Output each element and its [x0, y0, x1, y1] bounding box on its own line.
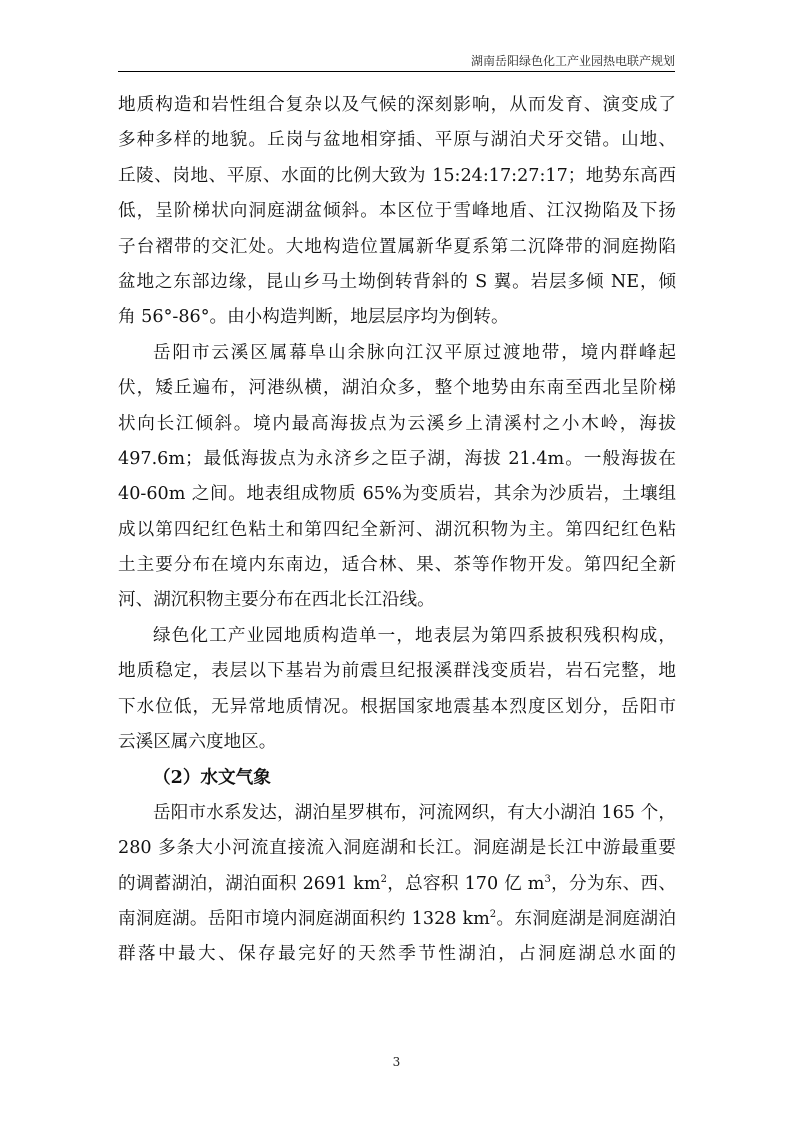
text-line: 土主要分布在境内东南边，适合林、果、茶等作物开发。第四纪全新: [118, 555, 676, 576]
text-line: 地质稳定，表层以下基岩为前震旦纪报溪群浅变质岩，岩石完整，地: [118, 661, 676, 682]
text-line: 云溪区属六度地区。: [118, 732, 277, 753]
text-line: 状向长江倾斜。境内最高海拔点为云溪乡上清溪村之小木岭，海拔: [118, 413, 676, 434]
text-line: 40-60m 之间。地表组成物质 65%为变质岩，其余为沙质岩，土壤组: [118, 484, 676, 505]
superscript: 2: [380, 873, 387, 885]
text-line: 群落中最大、保存最完好的天然季节性湖泊，占洞庭湖总水面的: [118, 944, 676, 965]
text-line: 盆地之东部边缘，昆山乡马土坳倒转背斜的 S 翼。岩层多倾 NE，倾: [118, 271, 676, 292]
text-line: 绿色化工产业园地质构造单一，地表层为第四系披积残积构成，: [153, 625, 676, 646]
text-line: 下水位低，无异常地质情况。根据国家地震基本烈度区划分，岳阳市: [118, 696, 676, 717]
text-run: 。东洞庭湖是洞庭湖泊: [496, 908, 676, 929]
page-number: 3: [392, 1055, 401, 1069]
paragraph-yunxi-terrain: [118, 336, 676, 619]
paragraph-geology-continued: [118, 88, 676, 336]
text-line: 伏，矮丘遍布，河港纵横，湖泊众多，整个地势由东南至西北呈阶梯: [118, 378, 676, 399]
text-run: 的调蓄湖泊，湖泊面积 2691 km: [118, 873, 381, 894]
text-line: 低，呈阶梯状向洞庭湖盆倾斜。本区位于雪峰地盾、江汉拗陷及下扬: [118, 201, 676, 222]
paragraph-hydrology: [118, 796, 676, 973]
text-line: 多种多样的地貌。丘岗与盆地相穿插、平原与湖泊犬牙交错。山地、: [118, 130, 676, 151]
text-run: ，分为东、西、: [550, 873, 676, 894]
section-heading-hydrology-climate: （2）水文气象: [153, 767, 271, 789]
text-line: 角 56°-86°。由小构造判断，地层层序均为倒转。: [118, 307, 509, 328]
text-line: 岳阳市水系发达，湖泊星罗棋布，河流网织，有大小湖泊 165 个，: [153, 802, 676, 823]
text-line: 成以第四纪红色粘土和第四纪全新河、湖沉积物为主。第四纪红色粘: [118, 519, 676, 540]
text-line: 280 多条大小河流直接流入洞庭湖和长江。洞庭湖是长江中游最重要: [118, 838, 676, 859]
text-line: [118, 902, 676, 937]
superscript: 2: [489, 908, 497, 920]
text-line: 丘陵、岗地、平原、水面的比例大致为 15:24:17:27:17；地势东高西: [118, 165, 676, 186]
text-line: 地质构造和岩性组合复杂以及气候的深刻影响，从而发育、演变成了: [118, 95, 676, 115]
text-run: 南洞庭湖。岳阳市境内洞庭湖面积约 1328 km: [118, 908, 490, 929]
running-header: 湖南岳阳绿色化工产业园热电联产规划: [470, 54, 675, 68]
text-line: [118, 867, 676, 902]
text-line: 497.6m；最低海拔点为永济乡之臣子湖，海拔 21.4m。一般海拔在: [118, 448, 676, 469]
text-line: 岳阳市云溪区属幕阜山余脉向江汉平原过渡地带，境内群峰起: [153, 342, 676, 363]
text-run: ，总容积 170 亿 m: [386, 873, 545, 894]
text-line: 子台褶带的交汇处。大地构造位置属新华夏系第二沉降带的洞庭拗陷: [118, 236, 676, 257]
superscript: 3: [544, 873, 551, 885]
header-rule: [118, 71, 675, 72]
document-body: [118, 88, 676, 973]
paragraph-park-geology: [118, 619, 676, 761]
text-line: 河、湖沉积物主要分布在西北长江沿线。: [118, 590, 435, 611]
